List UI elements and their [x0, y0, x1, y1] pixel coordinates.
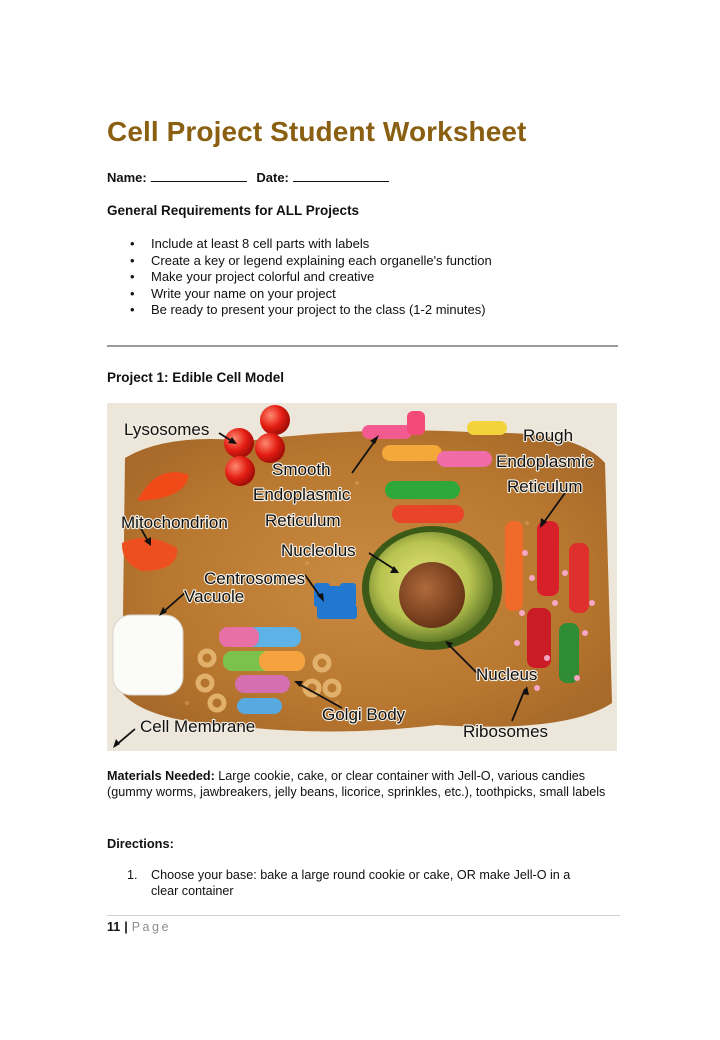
list-item: • Be ready to present your project to the class (1-2 minutes) — [130, 302, 492, 319]
label-cell-membrane: Cell Membrane — [140, 717, 256, 736]
direction-text: Choose your base: bake a large round cookie or cake, OR make Jell-O in a clear container — [151, 868, 571, 899]
name-label: Name: — [107, 170, 147, 185]
nucleolus-pit — [399, 562, 465, 628]
date-label: Date: — [256, 170, 289, 185]
section-divider — [107, 345, 618, 347]
footer-divider — [107, 915, 620, 916]
vacuole-marshmallow — [113, 615, 183, 695]
directions-heading: Directions: — [107, 836, 174, 851]
requirements-list — [130, 236, 492, 319]
materials-paragraph — [107, 768, 617, 800]
label-smooth-er-line-1: Smooth — [272, 460, 331, 479]
label-lysosomes: Lysosomes — [124, 420, 210, 439]
date-blank[interactable] — [293, 170, 389, 182]
centrosome-candies — [314, 583, 357, 619]
list-item: • Make your project colorful and creative — [130, 269, 492, 286]
project-1-heading: Project 1: Edible Cell Model — [107, 370, 285, 385]
label-rough-er-line-3: Reticulum — [507, 477, 583, 496]
materials-text: Large cookie, cake, or clear container with Jell-O, various candies (gummy worms, jawbreakers, jelly beans, licorice, sprinkles, etc.), toothpicks, small labels — [107, 769, 606, 800]
list-item: • Include at least 8 cell parts with labels — [130, 236, 492, 253]
page-title: Cell Project Student Worksheet — [107, 116, 527, 147]
label-rough-er-line-2: Endoplasmic — [496, 452, 594, 471]
direction-number: 1. — [127, 868, 138, 882]
footer-separator: | — [124, 920, 128, 934]
page-word: Page — [131, 920, 171, 934]
label-nucleus: Nucleus — [476, 665, 538, 684]
label-nucleolus: Nucleolus — [281, 541, 356, 560]
general-requirements-heading: General Requirements for ALL Projects — [107, 203, 360, 218]
label-ribosomes: Ribosomes — [463, 722, 549, 741]
edible-cell-photo — [107, 403, 617, 751]
page-number: 11 — [107, 920, 121, 934]
label-vacuole: Vacuole — [184, 587, 245, 606]
label-smooth-er-line-2: Endoplasmic — [253, 485, 351, 504]
label-rough-er-line-1: Rough — [523, 426, 574, 445]
label-smooth-er-line-3: Reticulum — [265, 511, 341, 530]
list-item — [127, 867, 597, 899]
name-date-line — [107, 170, 395, 185]
materials-label: Materials Needed: — [107, 769, 215, 783]
name-blank[interactable] — [151, 170, 247, 182]
directions-list — [127, 867, 597, 899]
list-item: • Write your name on your project — [130, 286, 492, 303]
label-centrosomes: Centrosomes — [204, 569, 306, 588]
list-item: • Create a key or legend explaining each organelle's function — [130, 253, 492, 270]
label-golgi-body: Golgi Body — [322, 705, 406, 724]
page-footer — [107, 920, 171, 934]
label-mitochondrion: Mitochondrion — [121, 513, 228, 532]
